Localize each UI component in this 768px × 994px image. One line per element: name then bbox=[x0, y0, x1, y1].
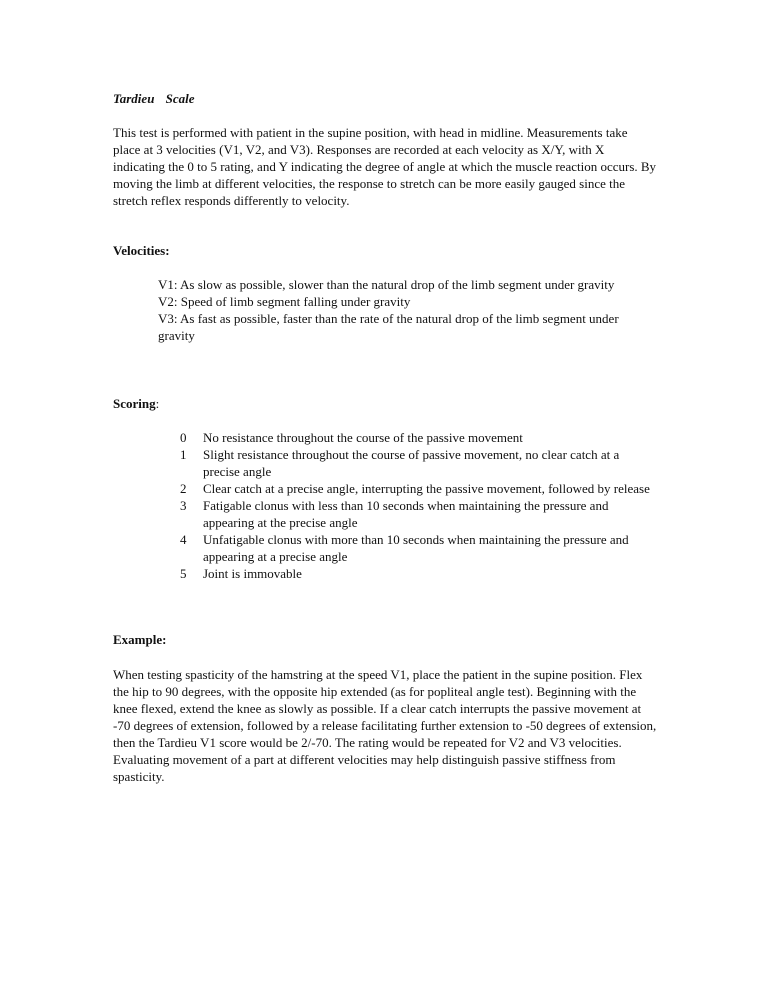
velocity-item-v3: V3: As fast as possible, faster than the rate of the natural drop of the limb segment under gravity bbox=[158, 311, 619, 343]
score-number: 5 bbox=[180, 566, 187, 581]
document-title: Tardieu Scale bbox=[113, 91, 195, 106]
score-item bbox=[180, 497, 650, 531]
intro-paragraph: This test is performed with patient in the supine position, with head in midline. Measurements take place at 3 velocities (V1, V2, and V3). Responses are recorded at each velocity as X/Y, with X indicating the 0 to 5 rating, and Y indicating the degree of angle at which the muscle reaction occurs. By moving the limb at different velocities, the response to stretch can be more easily gauged since the stretch reflex responds differently to velocity. bbox=[113, 125, 657, 208]
score-item bbox=[180, 446, 650, 480]
score-number: 4 bbox=[180, 532, 187, 547]
score-number: 1 bbox=[180, 447, 187, 462]
score-number: 3 bbox=[180, 498, 187, 513]
score-description: Joint is immovable bbox=[203, 566, 302, 581]
score-description: No resistance throughout the course of the passive movement bbox=[203, 430, 523, 445]
score-description: Clear catch at a precise angle, interrupting the passive movement, followed by release bbox=[203, 481, 650, 496]
score-item bbox=[180, 480, 650, 497]
velocities-list bbox=[158, 276, 638, 344]
score-number: 0 bbox=[180, 430, 187, 445]
score-description: Fatigable clonus with less than 10 seconds when maintaining the pressure and appearing at the precise angle bbox=[203, 498, 609, 530]
example-paragraph: When testing spasticity of the hamstring at the speed V1, place the patient in the supine position. Flex the hip to 90 degrees, with the opposite hip extended (as for popliteal angle test). Beginning with the knee flexed, extend the knee as slowly as possible. If a clear catch interrupts the passive movement at -70 degrees of extension, followed by a release facilitating further extension to -50 degrees of extension, then the Tardieu V1 score would be 2/-70. The rating would be repeated for V2 and V3 velocities. Evaluating movement of a part at different velocities may help distinguish passive stiffness from spasticity. bbox=[113, 667, 657, 784]
score-number: 2 bbox=[180, 481, 187, 496]
scoring-list bbox=[180, 429, 650, 582]
velocities-heading: Velocities: bbox=[113, 243, 170, 258]
scoring-heading-label: Scoring bbox=[113, 396, 156, 411]
score-description: Unfatigable clonus with more than 10 seconds when maintaining the pressure and appearing at a precise angle bbox=[203, 532, 629, 564]
score-description: Slight resistance throughout the course of passive movement, no clear catch at a precise angle bbox=[203, 447, 620, 479]
scoring-heading-colon: : bbox=[155, 396, 160, 411]
score-item bbox=[180, 565, 650, 582]
score-item bbox=[180, 429, 650, 446]
velocity-item-v1: V1: As slow as possible, slower than the natural drop of the limb segment under gravity bbox=[158, 277, 615, 292]
scoring-heading bbox=[113, 396, 159, 412]
score-item bbox=[180, 531, 650, 565]
example-heading: Example: bbox=[113, 632, 167, 647]
velocity-item-v2: V2: Speed of limb segment falling under gravity bbox=[158, 294, 411, 309]
